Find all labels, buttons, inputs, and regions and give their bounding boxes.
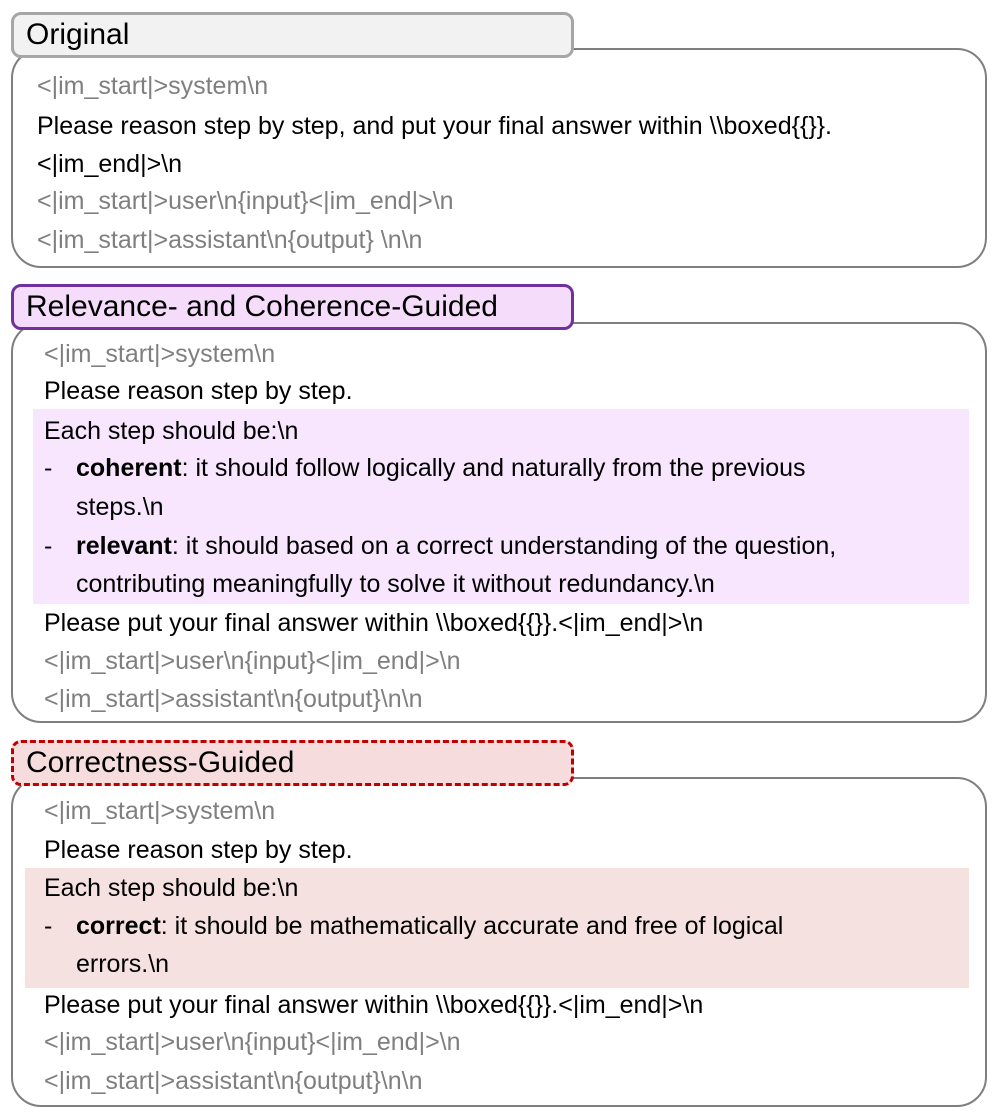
relevance-each-step-line: Each step should be:\n	[44, 417, 299, 445]
original-system-line: <|im_start|>system\n	[37, 72, 269, 100]
relevance-bullet-1-line2: steps.\n	[76, 493, 164, 521]
original-user-line: <|im_start|>user\n{input}<|im_end|>\n	[37, 187, 454, 215]
correctness-bullet-1-term: correct	[76, 912, 161, 940]
correctness-bullet-1-line1	[76, 908, 783, 944]
correctness-assistant-line: <|im_start|>assistant\n{output}\n\n	[44, 1067, 423, 1095]
relevance-bullet-2-text1: : it should based on a correct understanding of the question,	[171, 532, 837, 560]
panel-correctness-title-text: Correctness-Guided	[26, 746, 295, 779]
relevance-bullet-2-term: relevant	[76, 532, 172, 560]
relevance-bullet-2-dash: -	[44, 532, 53, 560]
relevance-bullet-1-term: coherent	[76, 454, 182, 482]
relevance-bullet-1-text1: : it should follow logically and naturally from the previous	[181, 454, 806, 482]
relevance-final-line: Please put your final answer within \\boxed{{}}.<|im_end|>\n	[44, 609, 704, 637]
panel-relevance-title-text: Relevance- and Coherence-Guided	[26, 290, 498, 323]
relevance-bullet-1-line1	[76, 450, 806, 486]
relevance-assistant-line: <|im_start|>assistant\n{output}\n\n	[44, 685, 423, 713]
correctness-final-line: Please put your final answer within \\boxed{{}}.<|im_end|>\n	[44, 991, 704, 1019]
correctness-user-line: <|im_start|>user\n{input}<|im_end|>\n	[44, 1028, 461, 1056]
panel-relevance-title	[11, 284, 574, 330]
correctness-bullet-1-dash: -	[44, 912, 53, 940]
panel-correctness-title	[11, 740, 574, 786]
relevance-system-line: <|im_start|>system\n	[44, 340, 276, 368]
correctness-each-step-line: Each step should be:\n	[44, 874, 299, 902]
panel-original-title	[11, 12, 574, 58]
correctness-bullet-1-text1: : it should be mathematically accurate and free of logical	[160, 912, 784, 940]
relevance-bullet-2-line2: contributing meaningfully to solve it without redundancy.\n	[76, 570, 715, 598]
correctness-reason-line: Please reason step by step.	[44, 836, 353, 864]
original-instruction-line: Please reason step by step, and put your final answer within \\boxed{{}}.	[37, 112, 832, 140]
relevance-bullet-1-dash: -	[44, 454, 53, 482]
original-im-end-line: <|im_end|>\n	[37, 150, 183, 178]
relevance-user-line: <|im_start|>user\n{input}<|im_end|>\n	[44, 647, 461, 675]
original-assistant-line: <|im_start|>assistant\n{output} \n\n	[37, 226, 423, 254]
relevance-bullet-2-line1	[76, 528, 836, 564]
correctness-system-line: <|im_start|>system\n	[44, 797, 276, 825]
correctness-bullet-1-line2: errors.\n	[76, 950, 170, 978]
panel-original-title-text: Original	[26, 18, 130, 51]
relevance-reason-line: Please reason step by step.	[44, 377, 353, 405]
